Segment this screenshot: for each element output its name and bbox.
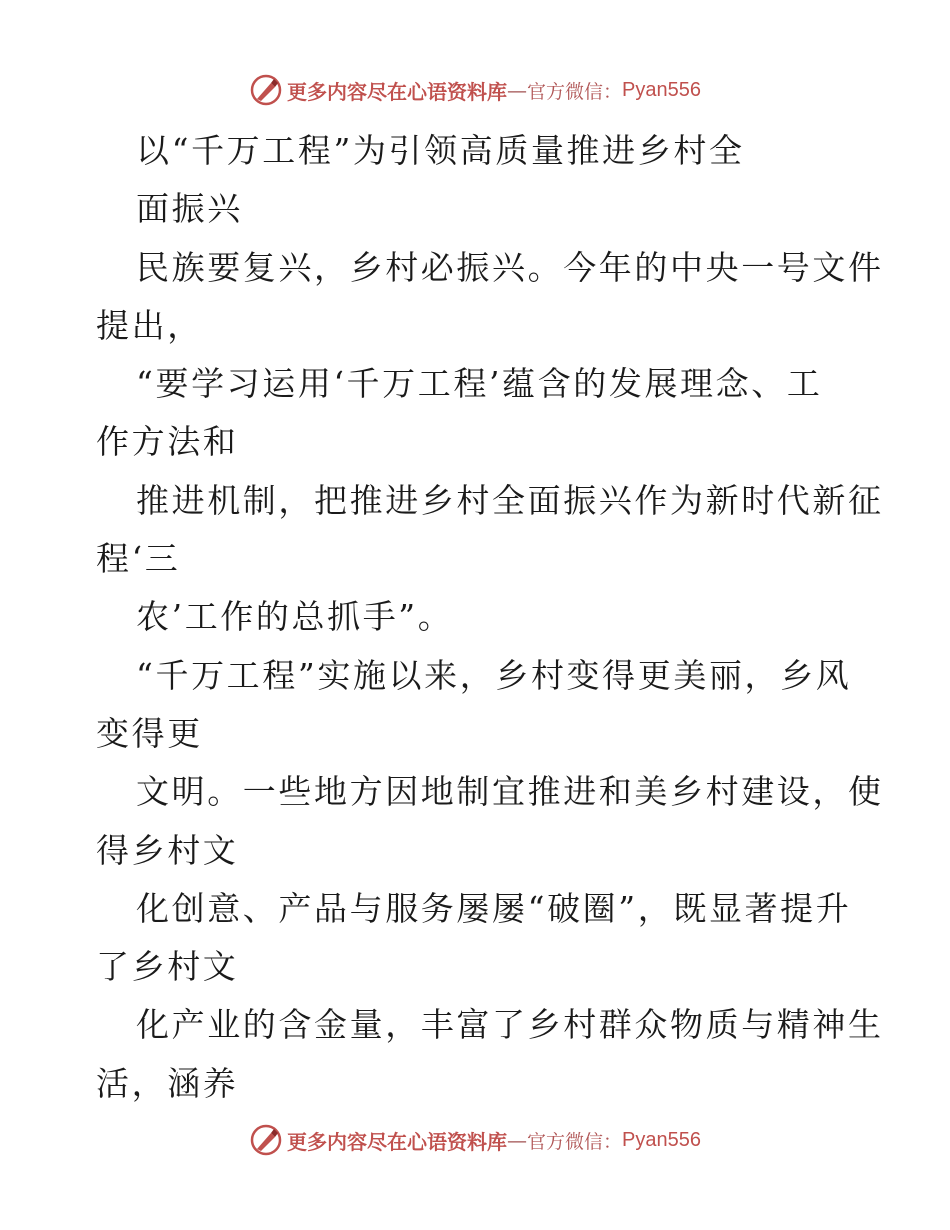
text-line: 程‘三 [96,539,181,579]
footer-brand-text: 更多内容尽在心语资料库 [287,1129,507,1154]
footer-wechat-account: Pyan556 [622,1128,701,1151]
header-separator: — [507,78,527,102]
text-line: 作方法和 [96,422,239,462]
text-line: 变得更 [96,713,203,753]
text-line: 文明。一些地方因地制宜推进和美乡村建设，使 [136,772,884,812]
text-line: 活，涵养 [96,1063,239,1103]
text-line: 了乡村文 [96,947,239,987]
text-line: 推进机制，把推进乡村全面振兴作为新时代新征 [136,480,884,520]
footer-wechat-label: 官方微信： [527,1130,623,1153]
text-line: 提出， [96,305,203,345]
document-body [96,122,884,1113]
text-line: 化产业的含金量，丰富了乡村群众物质与精神生 [136,1005,884,1045]
text-line: 民族要复兴，乡村必振兴。今年的中央一号文件 [136,247,884,287]
header-banner [0,70,950,110]
text-line: 农’工作的总抓手”。 [136,597,454,637]
header-wechat-account: Pyan556 [622,78,701,101]
text-line: “千万工程”实施以来，乡村变得更美丽，乡风 [136,655,852,695]
pen-logo-icon [249,73,283,107]
header-brand-text: 更多内容尽在心语资料库 [287,79,507,104]
title-line-1: 以“千万工程”为引领高质量推进乡村全 [136,131,745,170]
footer-banner [0,1120,950,1160]
footer-separator: — [507,1128,527,1152]
text-line: 化创意、产品与服务屡屡“破圈”，既显著提升 [136,888,852,928]
header-wechat-label: 官方微信： [527,80,623,103]
title-line-2: 面振兴 [136,189,243,229]
text-line: “要学习运用‘千万工程’蕴含的发展理念、工 [136,364,823,404]
text-line: 得乡村文 [96,830,239,870]
pen-logo-icon [249,1123,283,1157]
